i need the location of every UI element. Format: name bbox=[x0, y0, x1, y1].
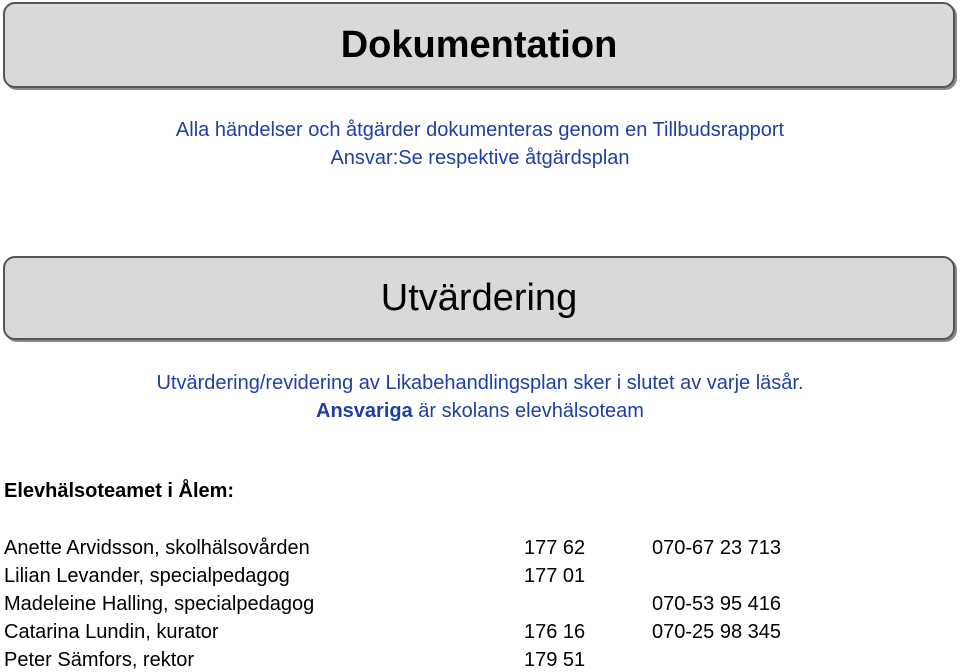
member-name: Lilian Levander, specialpedagog bbox=[4, 565, 290, 587]
member-name: Madeleine Halling, specialpedagog bbox=[4, 593, 315, 615]
evaluation-responsible-line bbox=[0, 400, 960, 423]
member-extension: 179 51 bbox=[524, 649, 586, 671]
team-member-row bbox=[4, 593, 960, 621]
documentation-title: Dokumentation bbox=[340, 23, 618, 66]
member-mobile: 070-53 95 416 bbox=[652, 593, 782, 615]
evaluation-text-line-1: Utvärdering/revidering av Likabehandlingsplan sker i slutet av varje läsår. bbox=[156, 372, 804, 394]
team-member-row bbox=[4, 649, 960, 672]
member-mobile: 070-25 98 345 bbox=[652, 621, 782, 643]
documentation-text-line-2: Ansvar:Se respektive åtgärdsplan bbox=[330, 147, 630, 169]
documentation-text-line-1: Alla händelser och åtgärder dokumenteras genom en Tillbudsrapport bbox=[175, 119, 785, 141]
team-heading: Elevhälsoteamet i Ålem: bbox=[4, 480, 235, 502]
member-name: Peter Sämfors, rektor bbox=[4, 649, 195, 671]
evaluation-banner bbox=[3, 256, 955, 340]
responsible-text: är skolans elevhälsoteam bbox=[412, 400, 644, 422]
team-member-row bbox=[4, 565, 960, 593]
documentation-banner bbox=[3, 2, 955, 88]
member-name: Catarina Lundin, kurator bbox=[4, 621, 219, 643]
member-name: Anette Arvidsson, skolhälsovården bbox=[4, 537, 310, 559]
member-extension: 176 16 bbox=[524, 621, 586, 643]
team-list bbox=[4, 537, 960, 672]
member-extension: 177 01 bbox=[524, 565, 586, 587]
team-member-row bbox=[4, 537, 960, 565]
member-mobile: 070-67 23 713 bbox=[652, 537, 782, 559]
member-extension: 177 62 bbox=[524, 537, 586, 559]
team-member-row bbox=[4, 621, 960, 649]
responsible-label: Ansvariga bbox=[316, 400, 413, 422]
evaluation-title: Utvärdering bbox=[380, 276, 578, 319]
